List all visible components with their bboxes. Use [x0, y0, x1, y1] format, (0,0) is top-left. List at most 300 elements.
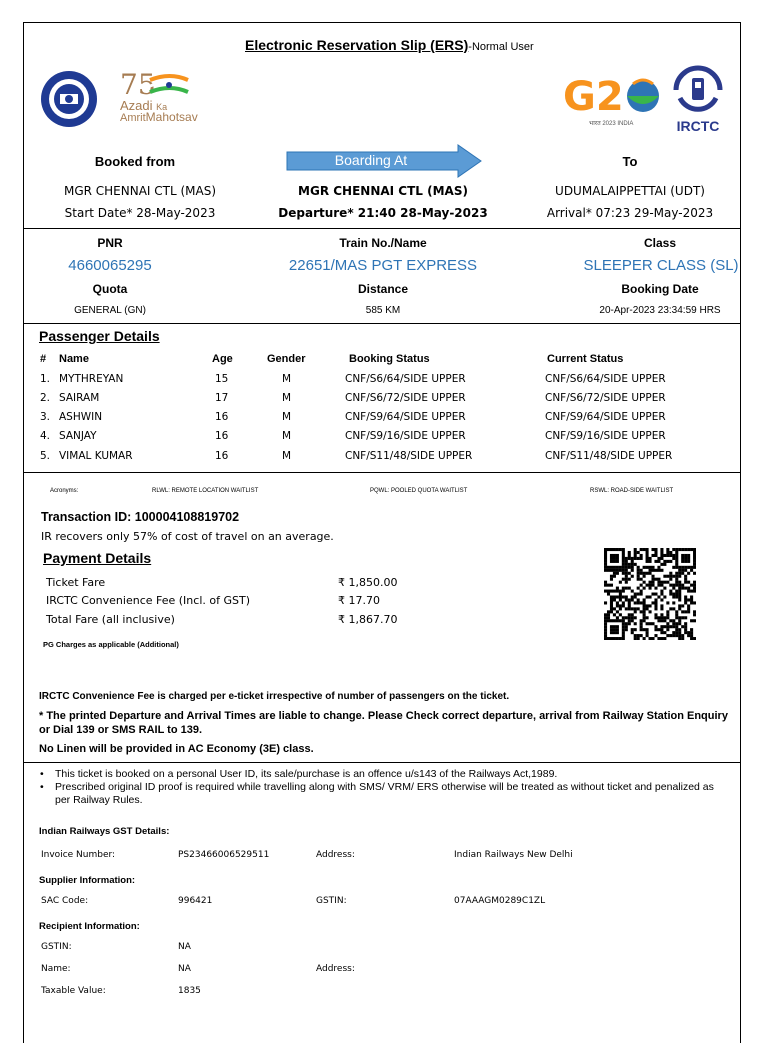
qr-module — [693, 590, 696, 593]
qr-module — [693, 566, 696, 569]
recipient-name-value: NA — [178, 964, 191, 974]
qr-module — [616, 604, 619, 607]
qr-module — [604, 560, 607, 563]
qr-module — [637, 593, 640, 596]
qr-module — [634, 551, 637, 554]
qr-module — [693, 584, 696, 587]
qr-module — [666, 554, 669, 557]
quota-value: GENERAL (GN) — [74, 305, 146, 316]
qr-module — [622, 572, 625, 575]
qr-module — [687, 590, 690, 593]
qr-module — [643, 601, 646, 604]
azadi-75-icon — [112, 68, 204, 102]
qr-module — [678, 628, 681, 631]
qr-module — [681, 560, 684, 563]
qr-module — [675, 554, 678, 557]
qr-module — [643, 581, 646, 584]
ticket-fare-value: ₹ 1,850.00 — [338, 576, 398, 589]
qr-module — [619, 598, 622, 601]
qr-module — [622, 590, 625, 593]
qr-module — [637, 601, 640, 604]
qr-module — [613, 554, 616, 557]
qr-module — [675, 578, 678, 581]
qr-module — [663, 575, 666, 578]
page-title: Electronic Reservation Slip (ERS)-Normal User — [245, 37, 534, 53]
passenger-row: 1. MYTHREYAN 15 M CNF/S6/64/SIDE UPPER CNF/S6/64/SIDE UPPER — [40, 373, 666, 385]
qr-module — [693, 613, 696, 616]
invoice-value: PS23466006529511 — [178, 850, 270, 860]
qr-module — [628, 622, 631, 625]
qr-module — [637, 575, 640, 578]
qr-module — [619, 613, 622, 616]
qr-module — [660, 581, 663, 584]
qr-module — [646, 628, 649, 631]
qr-module — [687, 631, 690, 634]
qr-module — [672, 548, 675, 551]
qr-module — [654, 569, 657, 572]
qr-module — [675, 560, 678, 563]
qr-module — [663, 625, 666, 628]
qr-module — [646, 622, 649, 625]
recipient-title: Recipient Information: — [39, 921, 140, 932]
qr-module — [678, 590, 681, 593]
qr-module — [678, 587, 681, 590]
qr-module — [654, 593, 657, 596]
qr-module — [604, 601, 607, 604]
qr-module — [646, 595, 649, 598]
qr-module — [616, 548, 619, 551]
qr-module — [616, 554, 619, 557]
qr-module — [687, 572, 690, 575]
divider — [23, 762, 740, 763]
qr-module — [654, 628, 657, 631]
qr-module — [628, 598, 631, 601]
departure-time: Departure* 21:40 28-May-2023 — [278, 206, 488, 220]
qr-module — [684, 557, 687, 560]
qr-module — [672, 593, 675, 596]
qr-module — [604, 634, 607, 637]
qr-module — [640, 590, 643, 593]
qr-module — [610, 548, 613, 551]
divider — [23, 228, 740, 229]
qr-module — [604, 628, 607, 631]
acronym-rlwl: RLWL: REMOTE LOCATION WAITLIST — [152, 488, 259, 494]
qr-module — [628, 557, 631, 560]
qr-module — [657, 581, 660, 584]
qr-module — [628, 613, 631, 616]
qr-module — [616, 587, 619, 590]
qr-module — [672, 622, 675, 625]
qr-module — [616, 566, 619, 569]
qr-module — [687, 598, 690, 601]
qr-module — [657, 569, 660, 572]
qr-module — [640, 557, 643, 560]
recipient-name-label: Name: — [41, 964, 71, 974]
qr-module — [654, 625, 657, 628]
qr-module — [681, 569, 684, 572]
to-station: UDUMALAIPPETTAI (UDT) — [555, 184, 705, 198]
qr-module — [660, 604, 663, 607]
qr-module — [672, 619, 675, 622]
qr-module — [669, 554, 672, 557]
qr-module — [690, 584, 693, 587]
qr-module — [622, 622, 625, 625]
address-label: Address: — [316, 850, 355, 860]
qr-module — [631, 613, 634, 616]
qr-module — [610, 628, 613, 631]
qr-module — [613, 631, 616, 634]
qr-module — [690, 637, 693, 640]
qr-module — [666, 622, 669, 625]
qr-module — [619, 607, 622, 610]
qr-module — [666, 613, 669, 616]
divider — [23, 472, 740, 473]
qr-module — [672, 584, 675, 587]
qr-module — [651, 569, 654, 572]
qr-module — [660, 616, 663, 619]
pg-charges-note: PG Charges as applicable (Additional) — [43, 640, 179, 649]
qr-module — [622, 554, 625, 557]
qr-module — [616, 572, 619, 575]
qr-module — [619, 595, 622, 598]
qr-module — [616, 610, 619, 613]
qr-module — [678, 581, 681, 584]
qr-module — [622, 625, 625, 628]
qr-module — [687, 587, 690, 590]
qr-module — [690, 569, 693, 572]
qr-module — [660, 613, 663, 616]
qr-module — [637, 637, 640, 640]
qr-module — [666, 581, 669, 584]
qr-module — [640, 578, 643, 581]
qr-module — [657, 566, 660, 569]
qr-module — [651, 581, 654, 584]
qr-module — [625, 578, 628, 581]
qr-module — [693, 554, 696, 557]
qr-module — [687, 604, 690, 607]
qr-module — [622, 637, 625, 640]
qr-module — [643, 575, 646, 578]
qr-module — [669, 634, 672, 637]
qr-module — [613, 572, 616, 575]
qr-module — [607, 566, 610, 569]
qr-module — [646, 572, 649, 575]
qr-module — [613, 590, 616, 593]
qr-module — [637, 598, 640, 601]
passenger-row: 3. ASHWIN 16 M CNF/S9/64/SIDE UPPER CNF/S9/64/SIDE UPPER — [40, 411, 666, 423]
qr-module — [672, 575, 675, 578]
taxable-value-label: Taxable Value: — [41, 986, 106, 996]
qr-module — [678, 569, 681, 572]
qr-module — [663, 581, 666, 584]
transaction-id: Transaction ID: 100004108819702 — [41, 510, 240, 524]
passenger-row: 4. SANJAY 16 M CNF/S9/16/SIDE UPPER CNF/S9/16/SIDE UPPER — [40, 430, 666, 442]
qr-module — [613, 560, 616, 563]
qr-module — [646, 631, 649, 634]
qr-module — [634, 610, 637, 613]
qr-module — [657, 595, 660, 598]
qr-module — [675, 584, 678, 587]
qr-module — [687, 548, 690, 551]
qr-module — [651, 601, 654, 604]
qr-module — [625, 575, 628, 578]
qr-module — [628, 604, 631, 607]
qr-module — [654, 587, 657, 590]
qr-module — [640, 572, 643, 575]
irctc-logo: IRCTC — [666, 62, 730, 136]
qr-module — [634, 595, 637, 598]
qr-module — [628, 563, 631, 566]
qr-module — [684, 575, 687, 578]
qr-module — [684, 560, 687, 563]
qr-module — [654, 560, 657, 563]
qr-module — [669, 578, 672, 581]
qr-module — [666, 560, 669, 563]
qr-module — [669, 584, 672, 587]
qr-module — [622, 563, 625, 566]
azadi-ka-amrit-mahotsav-logo: 75 Azadi Ka AmritMahotsav — [112, 68, 204, 130]
qr-module — [610, 578, 613, 581]
taxable-value: 1835 — [178, 986, 201, 996]
qr-module — [675, 590, 678, 593]
qr-module — [643, 613, 646, 616]
qr-module — [607, 616, 610, 619]
qr-module — [684, 569, 687, 572]
qr-module — [613, 569, 616, 572]
qr-module — [616, 619, 619, 622]
qr-module — [610, 631, 613, 634]
qr-module — [640, 610, 643, 613]
qr-module — [634, 548, 637, 551]
qr-module — [651, 622, 654, 625]
linen-notice: No Linen will be provided in AC Economy (3E) class. — [39, 743, 314, 755]
qr-module — [616, 595, 619, 598]
qr-module — [660, 563, 663, 566]
qr-module — [690, 590, 693, 593]
qr-module — [666, 575, 669, 578]
qr-module — [619, 548, 622, 551]
qr-module — [669, 560, 672, 563]
qr-module — [628, 554, 631, 557]
qr-module — [675, 572, 678, 575]
qr-module — [654, 601, 657, 604]
qr-module — [622, 634, 625, 637]
qr-module — [660, 625, 663, 628]
qr-module — [651, 548, 654, 551]
qr-module — [625, 622, 628, 625]
qr-module — [660, 637, 663, 640]
qr-module — [657, 560, 660, 563]
qr-module — [622, 551, 625, 554]
booking-date-value: 20-Apr-2023 23:34:59 HRS — [599, 305, 721, 316]
qr-module — [675, 616, 678, 619]
passenger-table-header: # Name Age Gender Booking Status Current Status — [40, 353, 624, 365]
qr-module — [610, 566, 613, 569]
g20-logo: G2 भारत 2023 INDIA — [563, 72, 663, 132]
qr-module — [646, 566, 649, 569]
qr-module — [687, 607, 690, 610]
qr-module — [666, 634, 669, 637]
qr-module — [657, 619, 660, 622]
booking-date-label: Booking Date — [621, 282, 699, 296]
qr-module — [610, 560, 613, 563]
qr-module — [622, 601, 625, 604]
qr-module — [684, 610, 687, 613]
qr-module — [669, 572, 672, 575]
qr-module — [643, 607, 646, 610]
qr-module — [613, 607, 616, 610]
qr-module — [654, 616, 657, 619]
qr-module — [684, 548, 687, 551]
class-value: SLEEPER CLASS (SL) — [583, 257, 739, 274]
qr-module — [672, 625, 675, 628]
qr-module — [613, 619, 616, 622]
qr-module — [669, 593, 672, 596]
qr-module — [669, 551, 672, 554]
qr-module — [634, 607, 637, 610]
qr-module — [681, 566, 684, 569]
qr-module — [687, 554, 690, 557]
boarding-station: MGR CHENNAI CTL (MAS) — [298, 184, 468, 198]
qr-module — [619, 637, 622, 640]
qr-module — [675, 625, 678, 628]
qr-module — [678, 598, 681, 601]
qr-module — [666, 548, 669, 551]
qr-module — [687, 557, 690, 560]
passenger-row: 2. SAIRAM 17 M CNF/S6/72/SIDE UPPER CNF/S6/72/SIDE UPPER — [40, 392, 666, 404]
qr-module — [616, 590, 619, 593]
qr-module — [684, 554, 687, 557]
qr-module — [619, 581, 622, 584]
qr-module — [625, 566, 628, 569]
qr-module — [640, 628, 643, 631]
qr-module — [628, 619, 631, 622]
qr-module — [640, 584, 643, 587]
qr-module — [669, 607, 672, 610]
convenience-fee-value: ₹ 17.70 — [338, 594, 380, 607]
qr-module — [690, 598, 693, 601]
qr-module — [625, 587, 628, 590]
qr-module — [640, 554, 643, 557]
qr-module — [640, 625, 643, 628]
qr-module — [631, 628, 634, 631]
qr-module — [616, 625, 619, 628]
qr-module — [657, 637, 660, 640]
qr-module — [607, 610, 610, 613]
qr-module — [657, 584, 660, 587]
qr-module — [681, 604, 684, 607]
qr-module — [607, 548, 610, 551]
qr-module — [657, 578, 660, 581]
qr-module — [681, 634, 684, 637]
qr-module — [613, 566, 616, 569]
qr-module — [675, 575, 678, 578]
qr-module — [687, 560, 690, 563]
qr-module — [634, 557, 637, 560]
qr-module — [646, 560, 649, 563]
qr-module — [646, 548, 649, 551]
qr-module — [619, 566, 622, 569]
qr-module — [684, 566, 687, 569]
qr-module — [610, 607, 613, 610]
qr-module — [625, 607, 628, 610]
qr-module — [681, 616, 684, 619]
qr-module — [640, 569, 643, 572]
qr-module — [634, 554, 637, 557]
address-value: Indian Railways New Delhi — [454, 850, 573, 860]
qr-module — [649, 595, 652, 598]
qr-module — [660, 584, 663, 587]
qr-module — [604, 569, 607, 572]
qr-module — [669, 625, 672, 628]
qr-module — [693, 581, 696, 584]
qr-module — [637, 551, 640, 554]
gst-title: Indian Railways GST Details: — [39, 826, 170, 837]
qr-module — [604, 557, 607, 560]
qr-module — [678, 548, 681, 551]
qr-module — [684, 598, 687, 601]
qr-module — [654, 607, 657, 610]
qr-module — [634, 563, 637, 566]
qr-module — [678, 604, 681, 607]
qr-module — [693, 619, 696, 622]
qr-module — [660, 619, 663, 622]
qr-module — [604, 581, 607, 584]
qr-module — [672, 601, 675, 604]
qr-module — [628, 566, 631, 569]
qr-module — [607, 584, 610, 587]
qr-module — [693, 557, 696, 560]
qr-module — [678, 566, 681, 569]
qr-module — [622, 548, 625, 551]
train-value: 22651/MAS PGT EXPRESS — [288, 257, 478, 274]
qr-module — [631, 595, 634, 598]
qr-module — [649, 610, 652, 613]
qr-module — [604, 625, 607, 628]
qr-module — [643, 616, 646, 619]
qr-module — [604, 554, 607, 557]
qr-module — [663, 587, 666, 590]
qr-module — [625, 625, 628, 628]
qr-module — [649, 572, 652, 575]
qr-module — [610, 557, 613, 560]
qr-module — [693, 587, 696, 590]
qr-module — [678, 622, 681, 625]
qr-module — [640, 548, 643, 551]
qr-module — [646, 604, 649, 607]
qr-module — [631, 619, 634, 622]
qr-module — [684, 601, 687, 604]
qr-module — [693, 572, 696, 575]
qr-module — [628, 578, 631, 581]
qr-module — [666, 616, 669, 619]
qr-module — [672, 566, 675, 569]
qr-module — [610, 584, 613, 587]
gstin-label: GSTIN: — [316, 896, 347, 906]
qr-module — [622, 595, 625, 598]
qr-module — [625, 628, 628, 631]
qr-module — [628, 551, 631, 554]
qr-module — [693, 551, 696, 554]
qr-module — [646, 584, 649, 587]
qr-module — [666, 628, 669, 631]
qr-module — [693, 563, 696, 566]
passenger-row: 5. VIMAL KUMAR 16 M CNF/S11/48/SIDE UPPER CNF/S11/48/SIDE UPPER — [40, 450, 673, 462]
qr-module — [654, 551, 657, 554]
qr-module — [684, 628, 687, 631]
qr-module — [607, 613, 610, 616]
qr-module — [634, 634, 637, 637]
